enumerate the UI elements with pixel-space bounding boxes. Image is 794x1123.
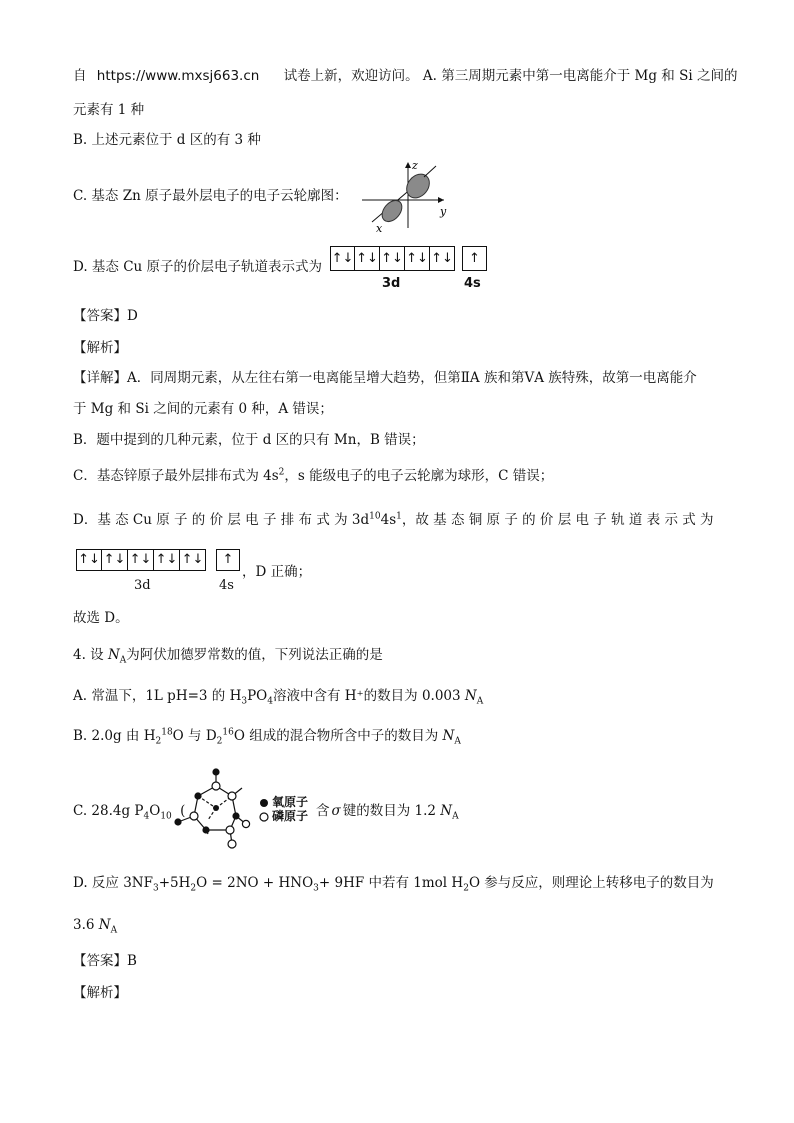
orbital-4s-label-detail: 4s [219,578,234,593]
orbital-box: ↑↓ [154,549,180,571]
legend-markers [258,795,270,825]
q3-option-c: C. 基态 Zn 原子最外层电子的电子云轮廓图： [73,188,348,204]
orbital-lobe-upper [402,170,434,203]
source-notice: 试卷上新，欢迎访问。 [283,68,419,84]
oxygen-atom [174,818,181,825]
orbital-4s-box-detail [216,549,240,571]
q4-answer: 【答案】B [73,953,137,969]
orbital-3d-boxes-d [330,246,455,271]
orbital-box: ↑↓ [180,549,206,571]
q3-detail-d: D．基 态 Cu 原 子 的 价 层 电 子 排 布 式 为 $3d^{10}4s^1$，故 基 态 铜 原 子 的 价 层 电 子 轨 道 表 示 式 为 [73,511,714,528]
q3-option-a-line2: 元素有 1 种 [73,102,145,118]
oxygen-atom [202,826,209,833]
orbital-box: ↑ [462,246,487,271]
orbital-box: ↑ [216,549,240,571]
q4-option-d-line1: D. 反应 $3NF_3+5H_2O = 2NO + HNO_3+ 9HF$ 中若有 1mol $H_2O$ 参与反应，则理论上转移电子的数目为 [73,875,714,894]
q3-conclusion: 故选 D。 [73,610,129,626]
orbital-box: ↑↓ [380,246,405,271]
oxygen-atom [232,812,239,819]
axis-x-label: x [376,222,383,235]
source-url[interactable]: https://www.mxsj663.cn [96,68,260,84]
oxygen-atom [212,768,219,775]
z-axis-arrow [405,162,411,168]
q4-option-c-pre: C. 28.4g $P_4O_{10}$ ( [73,803,186,822]
q3-option-b: B. 上述元素位于 d 区的有 3 种 [73,132,261,148]
orbital-3d-label-detail: 3d [134,578,151,593]
orbital-box: ↑↓ [76,549,102,571]
orbital-box: ↑↓ [102,549,128,571]
q4-option-b: B. 2.0g 由 $H_2^{18}O$ 与 $D_2^{16}O$ 组成的混合物所含中子的数目为 $N_A$ [73,727,461,747]
q3-detail-a-line1: 【详解】A．同周期元素，从左往右第一电离能呈增大趋势，但第ⅡA 族和第ⅤA 族特殊，故第一电离能介 [73,370,697,386]
legend-oxygen-dot [260,799,268,807]
legend-phosphorus-label: 磷原子 [272,809,309,823]
q4-analysis-heading: 【解析】 [73,985,127,1001]
q4-stem: 4. 设 $N_A$为阿伏加德罗常数的值，下列说法正确的是 [73,647,383,666]
phosphorus-atom [228,792,236,800]
electron-cloud-diagram [350,158,450,238]
phosphorus-atom [226,826,234,834]
orbital-4s-box-d [462,246,487,271]
oxygen-atom [194,792,201,799]
q3-option-d: D. 基态 Cu 原子的价层电子轨道表示式为 [73,259,323,275]
phosphorus-atom [190,812,198,820]
orbital-box: ↑↓ [405,246,430,271]
source-prefix: 自 [73,68,87,84]
q3-detail-c: C．基态锌原子最外层排布式为 $4s^2$，s 能级电子的电子云轮廓为球形，C 错误； [73,467,554,484]
orbital-box: ↑↓ [355,246,380,271]
legend-phosphorus-dot [260,813,268,821]
q4-option-a: A. 常温下，1L pH=3 的 $H_3PO_4$溶液中含有 H⁺的数目为 0.003 $N_A$ [73,688,484,707]
orbital-box: ↑↓ [330,246,355,271]
y-axis-arrow [438,197,444,203]
q4-option-d-line2: 3.6 $N_A$ [73,917,118,936]
orbital-3d-label: 3d [382,276,401,291]
legend-oxygen-label: 氧原子 [272,795,309,809]
q3-detail-d-end: ，D 正确； [242,564,312,580]
orbital-lobe-lower [378,197,406,226]
phosphorus-atom [228,840,236,848]
phosphorus-atom [212,782,220,790]
orbital-box: ↑↓ [430,246,455,271]
q3-option-a-text: A. 第三周期元素中第一电离能介于 Mg 和 Si 之间的 [422,68,738,84]
phosphorus-atom [242,820,249,827]
q3-analysis-heading: 【解析】 [73,340,127,356]
p4o10-structure [168,764,258,850]
orbital-3d-boxes-detail [76,549,206,571]
orbital-box: ↑↓ [128,549,154,571]
axis-z-label: z [412,159,418,172]
q3-answer: 【答案】D [73,308,138,324]
q4-option-c-post: 含 σ 键的数目为 1.2 $N_A$ [316,803,459,822]
q3-detail-a-line2: 于 Mg 和 Si 之间的元素有 0 种，A 错误； [73,401,333,417]
q3-detail-b: B．题中提到的几种元素，位于 d 区的只有 Mn，B 错误； [73,432,425,448]
q3-option-a-line1 [73,66,737,86]
axis-y-label: y [440,205,447,218]
orbital-4s-label: 4s [464,276,481,291]
oxygen-atom [213,805,219,811]
